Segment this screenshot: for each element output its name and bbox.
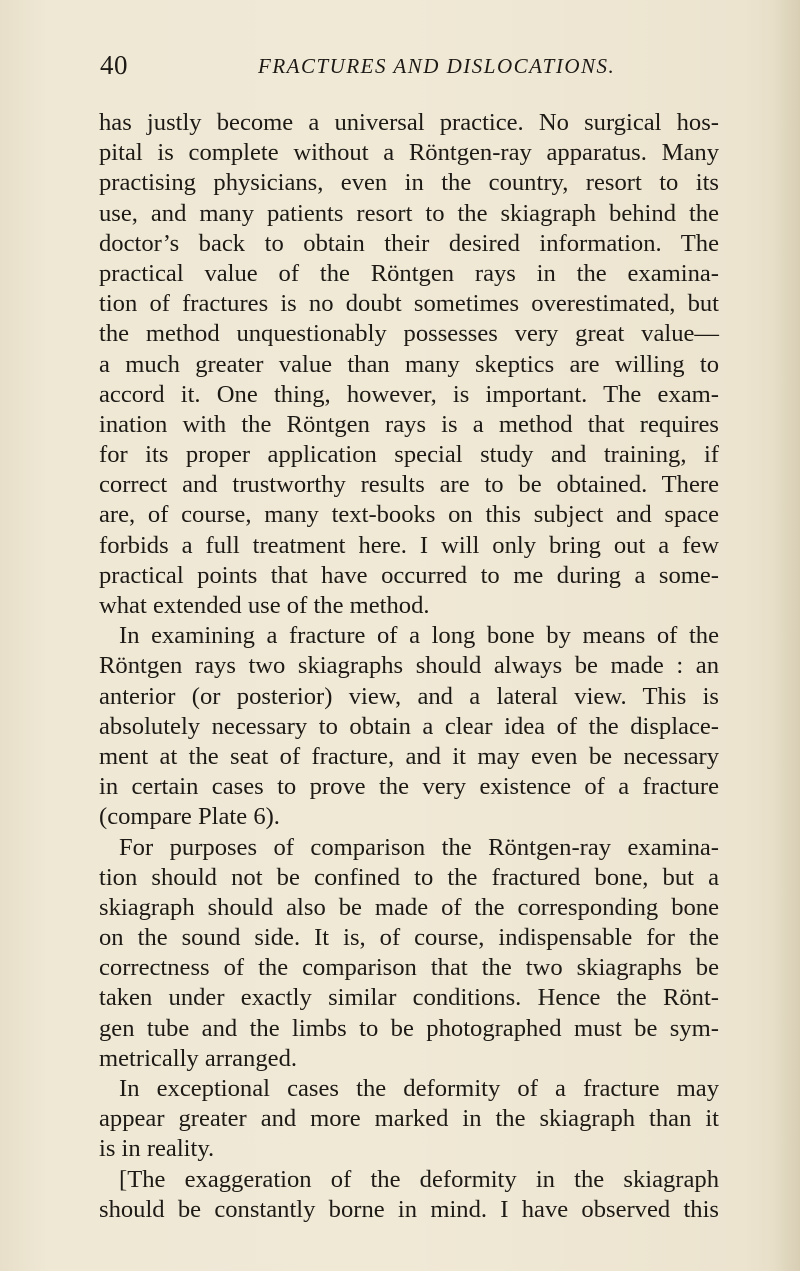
text-line: absolutely necessary to obtain a clear idea of the displace-	[99, 712, 719, 740]
text-line: taken under exactly similar conditions. Hence the Rönt-	[99, 984, 719, 1012]
text-line: Röntgen rays two skiagraphs should always be made : an	[99, 652, 719, 680]
text-line: forbids a full treatment here. I will only bring out a few	[99, 531, 719, 559]
page-header	[100, 50, 660, 90]
text-line: should be constantly borne in mind. I have observed this	[99, 1195, 719, 1223]
text-line: a much greater value than many skeptics are willing to	[99, 350, 719, 378]
text-line: tion should not be confined to the fractured bone, but a	[99, 863, 719, 891]
text-line: For purposes of comparison the Röntgen-ray examina-	[119, 833, 719, 861]
text-line: skiagraph should also be made of the corresponding bone	[99, 893, 719, 921]
text-line: has justly become a universal practice. No surgical hos-	[99, 109, 719, 136]
page-number: 40	[100, 50, 128, 80]
body-text	[99, 108, 719, 1225]
text-line: practical value of the Röntgen rays in the examina-	[99, 259, 719, 287]
text-line: for its proper application special study and training, if	[99, 441, 719, 469]
text-line: In exceptional cases the deformity of a fracture may	[119, 1075, 719, 1102]
text-line: correct and trustworthy results are to be obtained. There	[99, 471, 719, 499]
text-line: is in reality.	[99, 1135, 215, 1163]
text-line: accord it. One thing, however, is important. The exam-	[99, 380, 719, 408]
text-line: use, and many patients resort to the skiagraph behind the	[99, 199, 719, 227]
text-line: ination with the Röntgen rays is a method that requires	[99, 410, 719, 438]
text-line: in certain cases to prove the very existence of a fracture	[99, 773, 719, 801]
text-line: pital is complete without a Röntgen-ray apparatus. Many	[99, 139, 719, 167]
text-line: anterior (or posterior) view, and a lateral view. This is	[99, 682, 719, 710]
text-line: gen tube and the limbs to be photographed must be sym-	[99, 1014, 719, 1042]
text-line: [The exaggeration of the deformity in the skiagraph	[119, 1165, 719, 1193]
text-line: the method unquestionably possesses very great value—	[99, 320, 719, 348]
text-line: In examining a fracture of a long bone by means of the	[119, 622, 719, 650]
text-line: practical points that have occurred to me during a some-	[99, 561, 719, 589]
text-line: on the sound side. It is, of course, indispensable for the	[99, 924, 719, 952]
text-line: what extended use of the method.	[99, 592, 430, 619]
text-line: appear greater and more marked in the skiagraph than it	[99, 1105, 719, 1133]
text-line: doctor’s back to obtain their desired information. The	[99, 229, 719, 257]
text-line: ment at the seat of fracture, and it may even be necessary	[99, 742, 719, 770]
text-line: correctness of the comparison that the two skiagraphs be	[99, 954, 719, 982]
running-title: FRACTURES AND DISLOCATIONS.	[258, 54, 616, 78]
page-edge-shadow	[772, 0, 800, 1271]
text-line: are, of course, many text-books on this subject and space	[99, 501, 719, 529]
text-line: (compare Plate 6).	[99, 803, 280, 831]
text-line: tion of fractures is no doubt sometimes overestimated, but	[99, 290, 719, 318]
text-line: metrically arranged.	[99, 1044, 298, 1072]
text-line: practising physicians, even in the country, resort to its	[99, 169, 719, 197]
